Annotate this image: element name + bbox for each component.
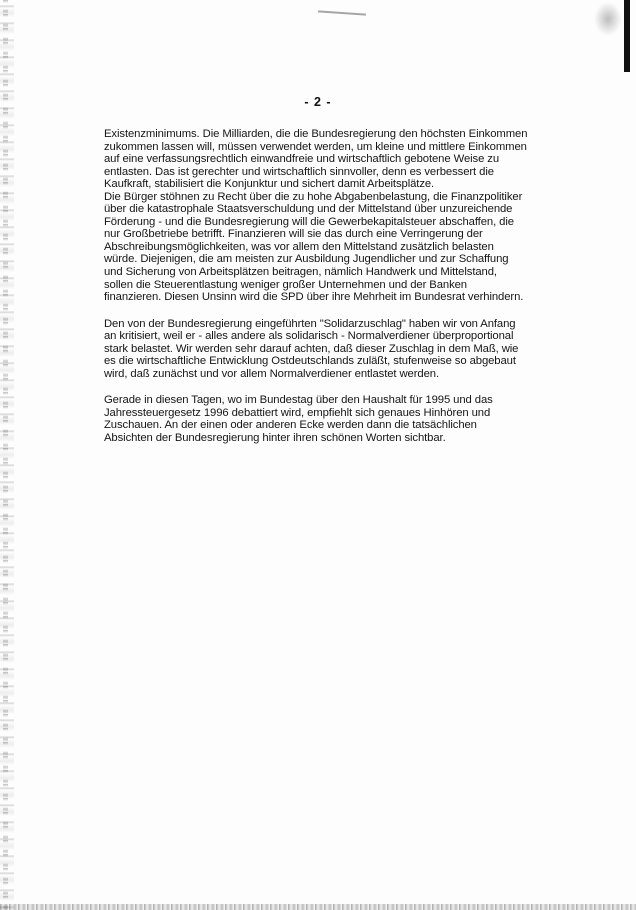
- text-line: Die Bürger stöhnen zu Recht über die zu hohe Abgabenbelastung, die Finanzpolitiker: [104, 190, 523, 203]
- paragraph-2: [104, 318, 544, 381]
- paragraph-3: [104, 394, 544, 444]
- text-line: Kaufkraft, stabilisiert die Konjunktur und sichert damit Arbeitsplätze.: [104, 178, 435, 191]
- paragraph-1: [104, 128, 544, 304]
- body-text: [104, 128, 544, 459]
- text-line: über die katastrophale Staatsverschuldung und der Mittelstand über unzureichende: [104, 203, 513, 216]
- text-line: Gerade in diesen Tagen, wo im Bundestag über den Haushalt für 1995 und das: [104, 394, 493, 407]
- scan-edge-left-inner: [3, 0, 8, 910]
- text-line: Jahressteuergesetz 1996 debattiert wird, empfiehlt sich genaues Hinhören und: [104, 406, 491, 419]
- text-line: Den von der Bundesregierung eingeführten "Solidarzuschlag" haben wir von Anfang: [104, 317, 516, 330]
- text-line: sollen die Steuerentlastung weniger großer Unternehmen und der Banken: [104, 278, 467, 291]
- text-line: es die wirtschaftliche Entwicklung Ostdeutschlands zuläßt, stufenweise so abgebaut: [104, 355, 516, 368]
- text-line: Zuschauen. An der einen oder anderen Ecke werden dann die tatsächlichen: [104, 419, 477, 432]
- text-line: und Sicherung von Arbeitsplätzen beitragen, nämlich Handwerk und Mittelstand,: [104, 266, 497, 279]
- text-line: nur Großbetriebe betrifft. Finanzieren will sie das durch eine Verringerung der: [104, 228, 483, 241]
- text-line: Absichten der Bundesregierung hinter ihren schönen Worten sichtbar.: [104, 432, 446, 445]
- text-line: entlasten. Das ist gerechter und wirtschaftlich sinnvoller, denn es verbessert die: [104, 165, 494, 178]
- text-line: Abschreibungsmöglichkeiten, was vor allem den Mittelstand zusätzlich belasten: [104, 240, 494, 253]
- scan-smudge: [594, 2, 622, 36]
- scan-edge-right-bar: [624, 0, 630, 72]
- text-line: auf eine verfassungsrechtlich einwandfreie und wirtschaftlich gebotene Weise zu: [104, 153, 500, 166]
- scan-mark: [318, 10, 366, 15]
- text-line: finanzieren. Diesen Unsinn wird die SPD über ihre Mehrheit im Bundesrat verhindern.: [104, 291, 524, 304]
- text-line: wird, daß zunächst und vor allem Normalverdiener entlastet werden.: [104, 367, 439, 380]
- text-line: zukommen lassen will, müssen verwendet werden, um kleine und mittlere Einkommen: [104, 140, 527, 153]
- text-line: würde. Diejenigen, die am meisten zur Ausbildung Jugendlicher und zur Schaffung: [104, 253, 509, 266]
- text-line: Existenzminimums. Die Milliarden, die die Bundesregierung den höchsten Einkommen: [104, 128, 528, 140]
- scan-edge-bottom: [0, 904, 636, 910]
- text-line: stark belastet. Wir werden sehr darauf achten, daß dieser Zuschlag in dem Maß, wie: [104, 342, 519, 355]
- text-line: an kritisiert, weil er - alles andere als solidarisch - Normalverdiener überproportional: [104, 330, 514, 343]
- page-number: - 2 -: [304, 95, 332, 109]
- text-line: Förderung - und die Bundesregierung will die Gewerbekapitalsteuer abschaffen, die: [104, 215, 514, 228]
